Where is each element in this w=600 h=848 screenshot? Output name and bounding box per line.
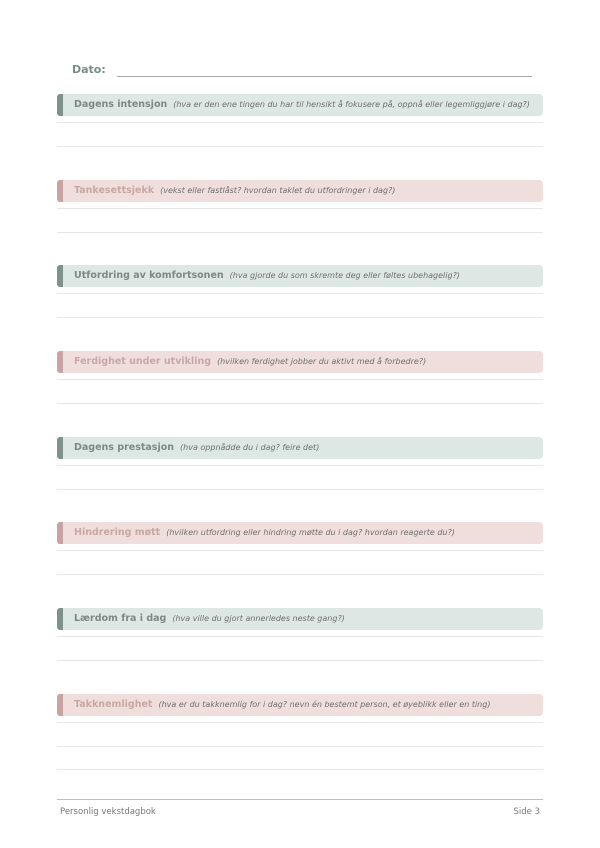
date-label: Dato: — [72, 63, 106, 76]
section-title: Dagens prestasjon — [74, 442, 175, 453]
section-title: Utfordring av komfortsonen — [74, 270, 224, 281]
section-title: Dagens intensjon — [74, 99, 168, 110]
date-field[interactable] — [117, 76, 532, 77]
writing-line[interactable] — [57, 379, 543, 380]
section-header — [57, 265, 543, 287]
section-hint: (hva er den ene tingen du har til hensikt å fokusere på, oppnå eller legemliggjøre i dag?) — [173, 100, 530, 109]
section-accent — [57, 351, 63, 373]
writing-line[interactable] — [57, 636, 543, 637]
section-header — [57, 351, 543, 373]
writing-line[interactable] — [57, 550, 543, 551]
section-heading — [74, 442, 319, 453]
section-header — [57, 180, 543, 202]
section-accent — [57, 608, 63, 630]
section-accent — [57, 180, 63, 202]
writing-line[interactable] — [57, 746, 543, 747]
section-header — [57, 94, 543, 116]
section-hint: (hva oppnådde du i dag? feire det) — [180, 443, 320, 452]
writing-line[interactable] — [57, 465, 543, 466]
section-title: Lærdom fra i dag — [74, 613, 167, 624]
writing-line[interactable] — [57, 660, 543, 661]
section-accent — [57, 265, 63, 287]
section-accent — [57, 437, 63, 459]
section-hint: (hvilken ferdighet jobber du aktivt med å forbedre?) — [217, 357, 427, 366]
journal-section — [57, 94, 543, 116]
section-heading — [74, 99, 530, 110]
writing-line[interactable] — [57, 317, 543, 318]
journal-section — [57, 694, 543, 716]
section-header — [57, 522, 543, 544]
section-header — [57, 694, 543, 716]
writing-line[interactable] — [57, 722, 543, 723]
section-header — [57, 437, 543, 459]
section-title: Ferdighet under utvikling — [74, 356, 212, 367]
section-hint: (hva er du takknemlig for i dag? nevn én bestemt person, et øyeblikk eller en ting) — [158, 700, 491, 709]
journal-section — [57, 522, 543, 544]
section-title: Tankesettsjekk — [74, 185, 155, 196]
journal-section — [57, 265, 543, 287]
writing-line[interactable] — [57, 232, 543, 233]
journal-section — [57, 351, 543, 373]
journal-section — [57, 437, 543, 459]
section-heading — [74, 699, 490, 710]
section-heading — [74, 613, 345, 624]
writing-line[interactable] — [57, 146, 543, 147]
section-hint: (vekst eller fastlåst? hvordan taklet du utfordringer i dag?) — [160, 186, 396, 195]
section-heading — [74, 270, 460, 281]
writing-line[interactable] — [57, 574, 543, 575]
section-title: Takknemlighet — [74, 699, 153, 710]
writing-line[interactable] — [57, 208, 543, 209]
writing-line[interactable] — [57, 403, 543, 404]
journal-section — [57, 180, 543, 202]
writing-line[interactable] — [57, 489, 543, 490]
footer-divider — [57, 799, 543, 800]
section-title: Hindrering møtt — [74, 527, 161, 538]
section-heading — [74, 185, 395, 196]
section-hint: (hva ville du gjort annerledes neste gang?) — [172, 614, 345, 623]
section-heading — [74, 527, 455, 538]
section-hint: (hvilken utfordring eller hindring møtte du i dag? hvordan reagerte du?) — [166, 528, 455, 537]
writing-line[interactable] — [57, 769, 543, 770]
section-hint: (hva gjorde du som skremte deg eller føltes ubehagelig?) — [229, 271, 460, 280]
section-accent — [57, 694, 63, 716]
journal-section — [57, 608, 543, 630]
date-row — [72, 63, 532, 79]
section-heading — [74, 356, 426, 367]
writing-line[interactable] — [57, 122, 543, 123]
section-accent — [57, 94, 63, 116]
section-header — [57, 608, 543, 630]
footer-title: Personlig vekstdagbok — [60, 807, 156, 817]
page-number: Side 3 — [513, 807, 540, 817]
section-accent — [57, 522, 63, 544]
writing-line[interactable] — [57, 293, 543, 294]
